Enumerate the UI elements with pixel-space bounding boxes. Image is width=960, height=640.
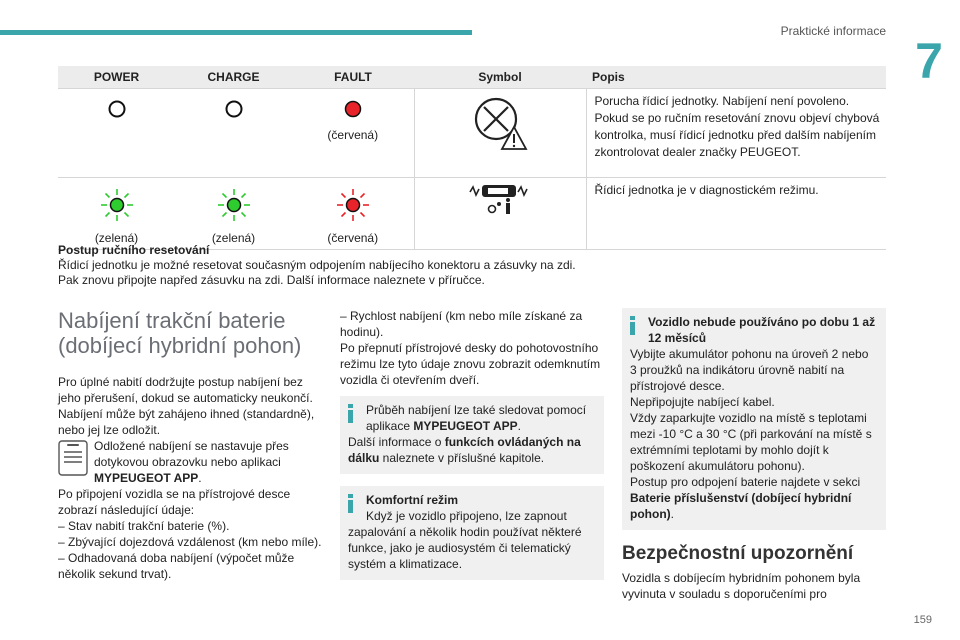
lamp-red-icon <box>343 99 363 119</box>
info-note: Komfortní režim Když je vozidlo připojeno, lze zapnout zapalování a několik hodin používat některé funkce, jako je audiosystém či telematický systém a klimatizace. <box>340 486 604 580</box>
info-icon <box>348 494 354 513</box>
paragraph: Vozidla s dobíjecím hybridním pohonem byla vyvinuta v souladu s doporučeními pro <box>622 571 861 601</box>
lamp-red-blinking-icon <box>336 188 370 222</box>
note-title: Komfortní režim <box>366 493 459 507</box>
table-row <box>58 178 886 250</box>
lamp-green-blinking-icon <box>100 188 134 222</box>
fault-color-label: (červená) <box>327 231 379 245</box>
charge-cell <box>175 89 292 178</box>
indicator-table <box>58 66 886 250</box>
lamp-green-blinking-icon <box>217 188 251 222</box>
info-note: Průběh nabíjení lze také sledovat pomocí aplikace MYPEUGEOT APP. Další informace o funkcích ovládaných na dálku naleznete v příslušné kapitole. <box>340 396 604 474</box>
charging-heading: Nabíjení trakční baterie (dobíjecí hybridní pohon) <box>58 308 302 358</box>
column-left <box>58 308 322 582</box>
column-right <box>622 308 886 602</box>
list-item: – Stav nabití trakční baterie (%). <box>58 519 230 533</box>
lamp-off-icon <box>224 99 244 119</box>
diagnostic-mode-icon <box>468 182 532 218</box>
header-fault: FAULT <box>292 66 414 89</box>
reset-line-2: Pak znovu připojte napřed zásuvku na zdi. Další informace naleznete v příručce. <box>58 273 485 287</box>
reset-procedure <box>58 243 898 288</box>
power-cell <box>58 178 175 250</box>
popis-cell: Porucha řídicí jednotky. Nabíjení není povoleno. Pokud se po ručním resetování znovu objeví chybová kontrolka, musí řídicí jednotku před dalším nabíjením zkontrolovat dealer značky PEUGEOT. <box>586 89 886 178</box>
charge-color-label: (zelená) <box>211 231 256 245</box>
table-row <box>58 89 886 178</box>
fault-cell <box>292 178 414 250</box>
symbol-cell <box>414 89 586 178</box>
header-charge: CHARGE <box>175 66 292 89</box>
smartphone-app-icon <box>58 440 88 476</box>
header-power: POWER <box>58 66 175 89</box>
section-title: Praktické informace <box>780 24 886 38</box>
symbol-cell <box>414 178 586 250</box>
popis-cell: Řídicí jednotka je v diagnostickém režimu. <box>586 178 886 250</box>
header-popis: Popis <box>586 66 886 89</box>
fault-color-label: (červená) <box>327 128 379 142</box>
info-icon <box>630 316 636 335</box>
list-item: – Odhadovaná doba nabíjení (výpočet může několik sekund trvat). <box>58 551 295 581</box>
paragraph: Po přepnutí přístrojové desky do pohotovostního režimu lze tyto údaje znovu zobrazit odemknutím vozidla či otevřením dveří. <box>340 341 601 387</box>
lamp-off-icon <box>107 99 127 119</box>
header-symbol: Symbol <box>414 66 586 89</box>
list-item: – Zbývající dojezdová vzdálenost (km nebo míle). <box>58 535 322 549</box>
info-note: Vozidlo nebude používáno po dobu 1 až 12 měsíců Vybijte akumulátor pohonu na úroveň 2 nebo 3 proužků na indikátoru úrovně nabití na přístrojové desce. Nepřipojujte nabíjecí kabel. Vždy zaparkujte vozidlo na místě s teplotami mezi -10 °C a 30 °C (při parkování na místě s extrémními teplotami by mohlo dojít k poškození akumulátoru pohonu). Postup pro odpojení baterie najdete v sekci Baterie příslušenství (dobíjecí hybridní pohon). <box>622 308 886 530</box>
paragraph: Nabíjení může být zahájeno ihned (standardně), nebo jej lze odložit. <box>58 407 315 437</box>
safety-heading: Bezpečnostní upozornění <box>622 543 854 564</box>
column-middle <box>340 308 604 580</box>
charge-cell <box>175 178 292 250</box>
page-number: 159 <box>913 614 932 626</box>
reset-title: Postup ručního resetování <box>58 243 210 257</box>
control-unit-fault-icon <box>470 93 530 155</box>
paragraph: Pro úplné nabití dodržujte postup nabíjení bez jeho přerušení, dokud se automaticky neukončí. <box>58 375 313 405</box>
paragraph: Po připojení vozidla se na přístrojové desce zobrazí následující údaje: <box>58 487 291 517</box>
power-cell <box>58 89 175 178</box>
info-icon <box>348 404 354 423</box>
fault-cell <box>292 89 414 178</box>
reset-line-1: Řídicí jednotku je možné resetovat současným odpojením nabíjecího konektoru a zásuvky na zdi. <box>58 258 576 272</box>
list-item: – Rychlost nabíjení (km nebo míle získané za hodinu). <box>340 309 583 339</box>
header-accent-bar <box>0 30 472 35</box>
app-paragraph: Odložené nabíjení se nastavuje přes dotykovou obrazovku nebo aplikaci MYPEUGEOT APP. <box>58 438 322 486</box>
table-header-row <box>58 66 886 89</box>
chapter-number: 7 <box>915 33 943 89</box>
note-title: Vozidlo nebude používáno po dobu 1 až 12 měsíců <box>648 315 876 345</box>
power-color-label: (zelená) <box>94 231 139 245</box>
